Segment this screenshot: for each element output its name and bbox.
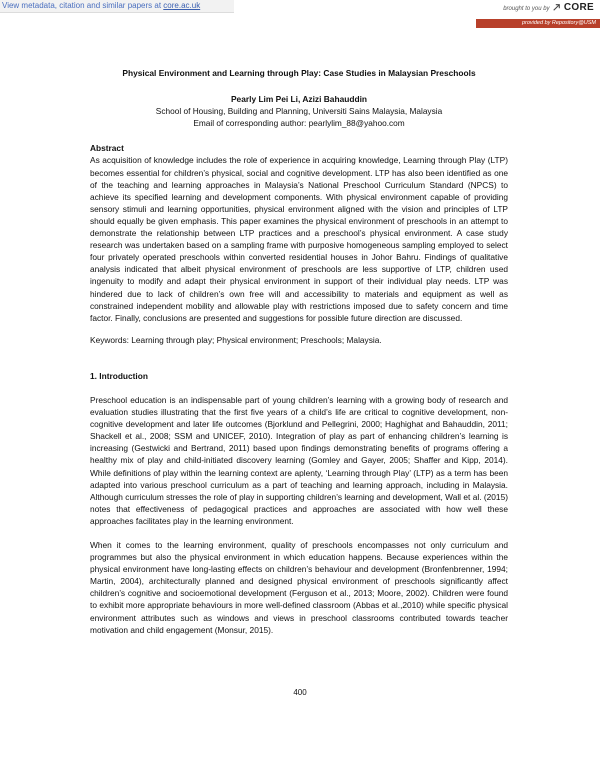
paper-affiliation: School of Housing, Building and Planning, Universiti Sains Malaysia, Malaysia (155, 106, 443, 117)
core-logo-icon (553, 4, 560, 11)
paper-authors: Pearly Lim Pei Li, Azizi Bahauddin (230, 94, 368, 105)
core-banner-text: View metadata, citation and similar papers at (2, 1, 164, 10)
core-brand[interactable] (503, 2, 594, 13)
provided-by-badge[interactable]: provided by Repository@USM (476, 19, 600, 28)
brought-to-you-text: brought to you by (503, 6, 550, 12)
paper-title: Physical Environment and Learning through Play: Case Studies in Malaysian Preschools (122, 68, 476, 78)
core-metadata-banner (0, 0, 234, 13)
abstract-heading: Abstract (90, 143, 124, 154)
intro-paragraph-1: Preschool education is an indispensable part of young children’s learning with a growing body of research and evaluation studies illustrating that the first five years of a child’s life are critical to cognitive development, non-cognitive development and later life outcomes (Bjorklund and Pellegrini, 2000; Haghighat and Bahauddin, 2011; Shackell et al., 2008; SSM and UNICEF, 2010). Integration of play as part of enhancing children’s learning is increasing (Gestwicki and Bertrand, 2011) based upon findings demonstrating benefits of programs offering a healthy mix of play and child-initiated discovery learning (Gomley and Gayer, 2005; Shaffer and Kipp, 2014). While definitions of play within the learning context are aplenty, ‘Learning through Play’ (LTP) as a term has been adapted into various preschool curriculum as a part of teaching and learning approach, including in Malaysia. Although curriculum stresses the role of play in supporting children’s learning and development, Wall et al. (2015) notes that effectiveness of pedagogical practices and approaches are associated with how well these approaches facilitates play in the learning environment. (90, 394, 508, 526)
page-number: 400 (293, 688, 307, 697)
keywords: Keywords: Learning through play; Physical environment; Preschools; Malaysia. (90, 334, 382, 345)
core-link[interactable]: core.ac.uk (163, 1, 201, 10)
core-label: CORE (563, 2, 594, 13)
paper-email: Email of corresponding author: pearlylim_88@yahoo.com (193, 118, 405, 129)
abstract-text: As acquisition of knowledge includes the role of experience in acquiring knowledge, Learning through Play (LTP) becomes essential for children’s physical, social and cognitive development. LTP has also been identified as one of the teaching and learning approaches in Malaysia’s National Preschool Curriculum Standard (NPCS) to achieve its specified learning and development components. With physical environment capable of providing sensory stimuli and learning opportunities, physical environment aligned with the vision and principles of LTP should equally be given emphasis. This paper examines the physical environment of preschools in an attempt to demonstrate the relationship between LTP practices and a preschool’s physical environment. A case study research was undertaken based on a sampling frame with purposive homogeneous sampling employed to select four privately operated preschools within converted residential houses in Johor Bahru. Findings of qualitative analysis indicated that albeit physical environment of preschools are less supportive of LTP, children used ingenuity to modify and adapt their physical environment in support of their individual play needs. LTP was hindered due to lack of children’s own free will and accessibility to materials and equipment as well as constrained independent mobility and allowable play with restrictions imposed due to safety concern and time factor. Finally, conclusions are presented and suggestions for possible future direction are discussed. (90, 155, 508, 323)
paper-page (90, 58, 508, 636)
intro-paragraph-2: When it comes to the learning environment, quality of preschools encompasses not only curriculum and programmes but also the physical environment in which education happens. Because experiences within the physical environment have long-lasting effects on children’s behaviour and development (Bronfenbrenner, 1994; Martin, 2004), architecturally planned and designed physical environment of preschools significantly affect children’s cognitive and socioemotional development (Ferguson et al., 2013; Moore, 2002). Children were found to exhibit more appropriate behaviours in more well-defined classroom (Abbas et al.,2010) while specific physical environment attributes such as windows and views in preschool classrooms contributed towards teacher motivation and child engagement (Monsur, 2015). (90, 540, 508, 635)
section-heading-introduction: 1. Introduction (90, 370, 148, 381)
